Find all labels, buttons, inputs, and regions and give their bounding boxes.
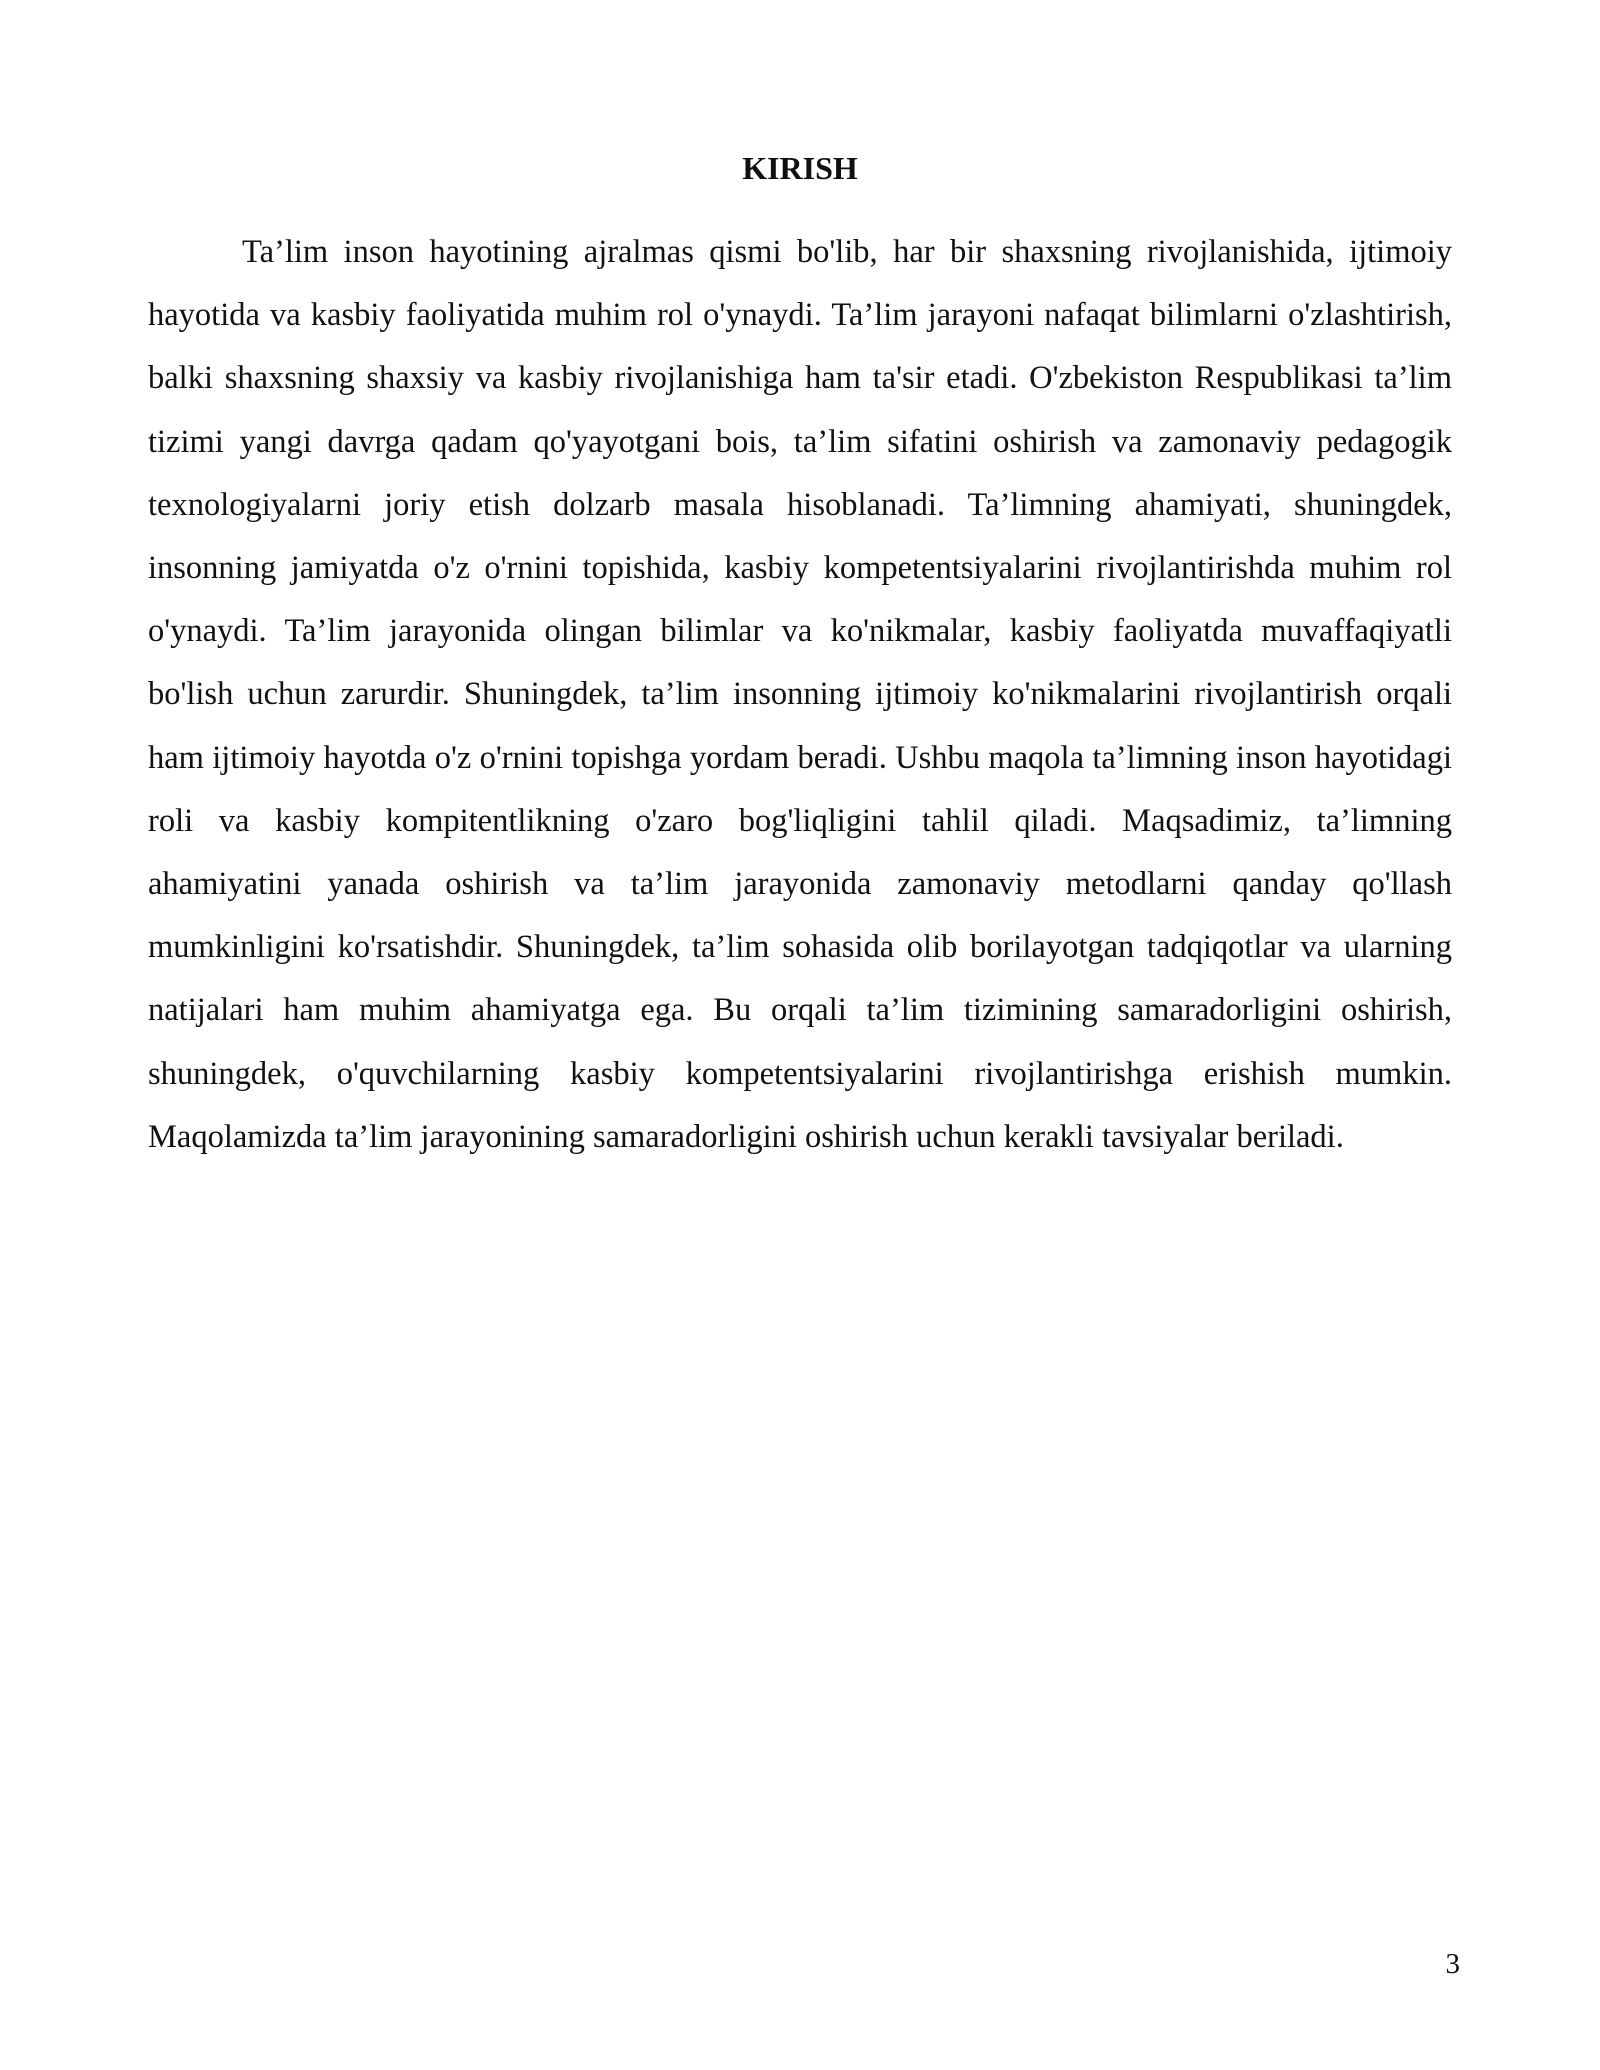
- section-heading: KIRISH: [742, 150, 858, 186]
- page-number: 3: [1445, 1948, 1460, 1980]
- body-paragraph: Ta’lim inson hayotining ajralmas qismi bo'lib, har bir shaxsning rivojlanishida, ijtimoiy hayotida va kasbiy faoliyatida muhim rol o'ynaydi. Ta’lim jarayoni nafaqat bilimlarni o'zlashtirish, balki shaxsning shaxsiy va kasbiy rivojlanishiga ham ta'sir etadi. O'zbekiston Respublikasi ta’lim tizimi yangi davrga qadam qo'yayotgani bois, ta’lim sifatini oshirish va zamonaviy pedagogik texnologiyalarni joriy etish dolzarb masala hisoblanadi. Ta’limning ahamiyati, shuningdek, insonning jamiyatda o'z o'rnini topishida, kasbiy kompetentsiyalarini rivojlantirishda muhim rol o'ynaydi. Ta’lim jarayonida olingan bilimlar va ko'nikmalar, kasbiy faoliyatda muvaffaqiyatli bo'lish uchun zarurdir. Shuningdek, ta’lim insonning ijtimoiy ko'nikmalarini rivojlantirish orqali ham ijtimoiy hayotda o'z o'rnini topishga yordam beradi. Ushbu maqola ta’limning inson hayotidagi roli va kasbiy kompitentlikning o'zaro bog'liqligini tahlil qiladi. Maqsadimiz, ta’limning ahamiyatini yanada oshirish va ta’lim jarayonida zamonaviy metodlarni qanday qo'llash mumkinligini ko'rsatishdir. Shuningdek, ta’lim sohasida olib borilayotgan tadqiqotlar va ularning natijalari ham muhim ahamiyatga ega. Bu orqali ta’lim tizimining samaradorligini oshirish, shuningdek, o'quvchilarning kasbiy kompetentsiyalarini rivojlantirishga erishish mumkin. Maqolamizda ta’lim jarayonining samaradorligini oshirish uchun kerakli tavsiyalar beriladi.: [148, 234, 1452, 1155]
